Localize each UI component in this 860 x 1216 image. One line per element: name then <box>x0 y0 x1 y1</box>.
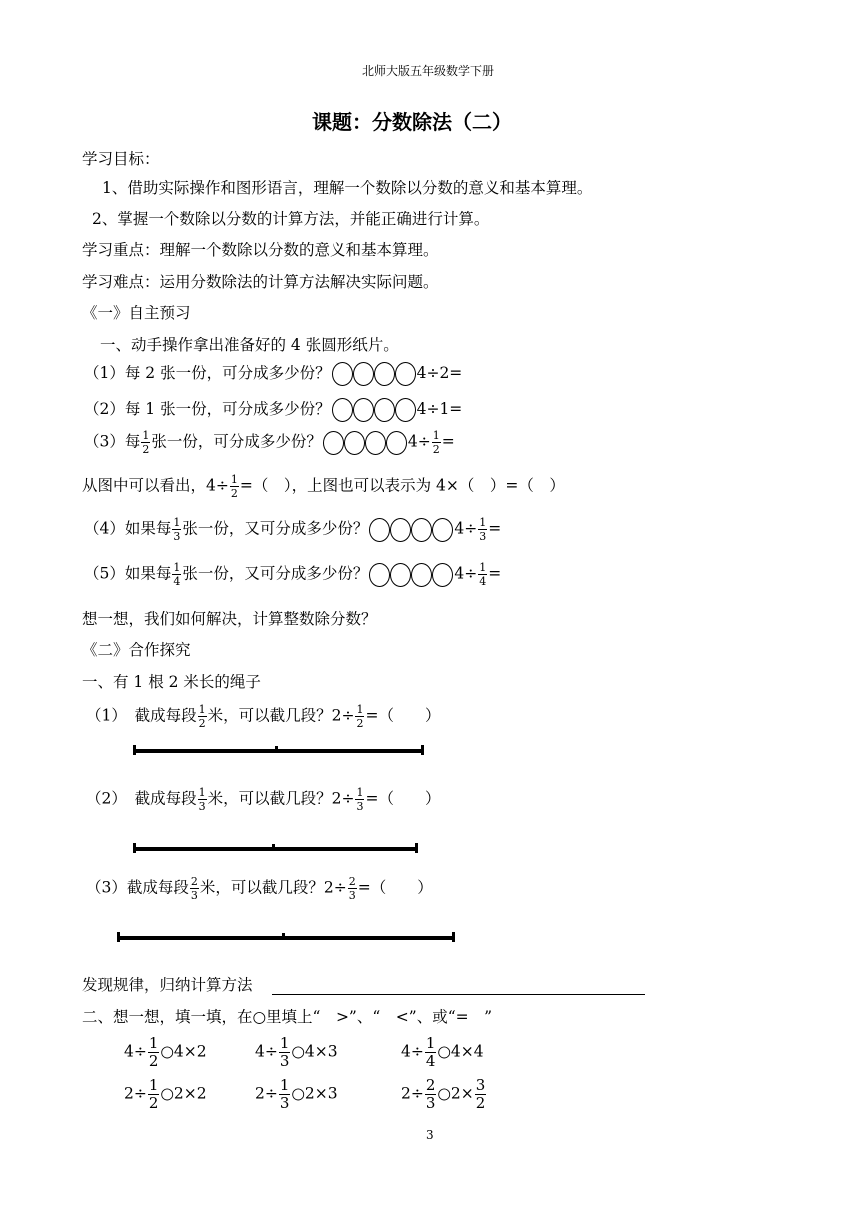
circle-group <box>369 563 453 587</box>
question-text: （2） 截成每段 <box>86 789 197 808</box>
equals: = <box>488 564 502 583</box>
compare-text: ○4×3 <box>291 1042 338 1061</box>
expression: 4÷ <box>407 432 431 451</box>
fraction: $\frac{1}{2}$ <box>148 1076 159 1112</box>
question-4 <box>84 517 501 542</box>
circle-group <box>332 362 416 386</box>
question-1 <box>84 362 462 386</box>
rope-question-1 <box>86 704 440 729</box>
compare-text: 4÷ <box>255 1042 278 1061</box>
section-2-heading: 《二》合作探究 <box>82 641 191 659</box>
goals-label: 学习目标： <box>82 150 160 168</box>
compare-item <box>255 1036 338 1069</box>
compare-text: 2÷ <box>124 1084 147 1103</box>
question-text: 米，可以截几段？2÷ <box>199 878 347 897</box>
question-text: （3）每 <box>84 432 141 451</box>
rope-question-2 <box>86 787 440 812</box>
section-1-intro: 一、动手操作拿出准备好的 4 张圆形纸片。 <box>100 336 399 354</box>
compare-item <box>124 1036 207 1069</box>
rope-line <box>134 749 423 753</box>
compare-text: ○2× <box>437 1084 474 1103</box>
circle-icon <box>432 518 453 542</box>
circle-icon <box>432 563 453 587</box>
compare-text: 4÷ <box>124 1042 147 1061</box>
fraction: $\frac{2}{3}$ <box>425 1076 436 1112</box>
circle-icon <box>353 362 374 386</box>
fraction: $\frac{1}{3}$ <box>198 786 206 813</box>
question-text: 张一份，又可分成多少份？ <box>182 519 369 538</box>
rope-tick <box>415 843 418 853</box>
circle-icon <box>369 518 390 542</box>
question-text: （1） 截成每段 <box>86 706 197 725</box>
question-text: 张一份，又可分成多少份？ <box>182 564 369 583</box>
circle-group <box>323 431 407 455</box>
rope-tick <box>117 932 120 942</box>
goal-1: 1、借助实际操作和图形语言，理解一个数除以分数的意义和基本算理。 <box>102 179 593 197</box>
fraction: $\frac{2}{3}$ <box>348 875 356 902</box>
circle-icon <box>323 431 344 455</box>
circle-icon <box>374 398 395 422</box>
circle-icon <box>390 563 411 587</box>
question-text: 米，可以截几段？2÷ <box>207 789 355 808</box>
question-text: （2）每 1 张一份，可分成多少份？ <box>84 400 331 418</box>
expression: 4÷ <box>454 564 478 583</box>
section-2-intro: 一、有 1 根 2 米长的绳子 <box>82 673 261 691</box>
rope-tick <box>452 932 455 942</box>
compare-item <box>255 1078 338 1111</box>
question-text: 张一份，可分成多少份？ <box>151 432 322 451</box>
compare-text: ○2×3 <box>291 1084 338 1103</box>
rope-tick <box>272 844 275 851</box>
circle-icon <box>395 362 416 386</box>
question-text: （1）每 2 张一份，可分成多少份？ <box>84 364 331 382</box>
fraction: $\frac{1}{4}$ <box>479 561 487 588</box>
fraction: $\frac{1}{3}$ <box>356 786 364 813</box>
answer-blank: =（ ） <box>357 878 433 897</box>
compare-item <box>124 1078 207 1111</box>
question-text: （4）如果每 <box>84 519 172 538</box>
rope-tick <box>133 843 136 853</box>
question-2 <box>84 398 462 422</box>
compare-text: ○4×4 <box>437 1042 484 1061</box>
circle-icon <box>365 431 386 455</box>
compare-text: ○4×2 <box>160 1042 207 1061</box>
compare-item <box>401 1078 487 1111</box>
question-text: 米，可以截几段？2÷ <box>207 706 355 725</box>
compare-text: ○2×2 <box>160 1084 207 1103</box>
difficulty: 学习难点：运用分数除法的计算方法解决实际问题。 <box>82 273 439 291</box>
answer-blank: =（ ） <box>365 789 441 808</box>
circle-group <box>369 518 453 542</box>
circle-icon <box>344 431 365 455</box>
circle-icon <box>390 518 411 542</box>
key-point: 学习重点：理解一个数除以分数的意义和基本算理。 <box>82 241 439 259</box>
circle-icon <box>395 398 416 422</box>
fraction: $\frac{1}{2}$ <box>230 473 238 500</box>
observation-text: 从图中可以看出，4÷ <box>82 476 229 495</box>
answer-blank: =（ ） <box>365 706 441 725</box>
fraction: $\frac{2}{3}$ <box>190 875 198 902</box>
expression: 4÷1= <box>416 400 463 418</box>
rope-question-3 <box>86 876 433 901</box>
rope-tick <box>275 746 278 753</box>
circle-icon <box>411 518 432 542</box>
equals: = <box>441 432 455 451</box>
fraction: $\frac{1}{2}$ <box>356 703 364 730</box>
compare-text: 2÷ <box>255 1084 278 1103</box>
fraction: $\frac{1}{3}$ <box>279 1076 290 1112</box>
fraction: $\frac{1}{3}$ <box>279 1034 290 1070</box>
circle-icon <box>411 563 432 587</box>
fraction: $\frac{1}{4}$ <box>425 1034 436 1070</box>
page-header: 北师大版五年级数学下册 <box>362 64 495 78</box>
compare-item <box>401 1036 484 1069</box>
circle-icon <box>369 563 390 587</box>
equals: = <box>488 519 502 538</box>
fraction: $\frac{1}{2}$ <box>148 1034 159 1070</box>
rope-line <box>134 847 417 851</box>
summary-answer-line <box>272 994 645 995</box>
think-prompt: 想一想，我们如何解决，计算整数除分数？ <box>82 610 377 628</box>
compare-intro: 二、想一想，填一填，在○里填上“ >”、“ <”、或“= ” <box>82 1008 493 1026</box>
observation-text: =（ ），上图也可以表示为 4×（ ）=（ ） <box>239 476 565 495</box>
rope-tick <box>282 933 285 940</box>
circle-icon <box>374 362 395 386</box>
fraction: $\frac{1}{3}$ <box>173 516 181 543</box>
fraction: $\frac{3}{2}$ <box>475 1076 486 1112</box>
compare-text: 4÷ <box>401 1042 424 1061</box>
fraction: $\frac{1}{2}$ <box>198 703 206 730</box>
fraction: $\frac{1}{4}$ <box>173 561 181 588</box>
page-number: 3 <box>426 1128 434 1142</box>
rope-tick <box>421 745 424 755</box>
circle-icon <box>332 362 353 386</box>
question-text: （3）截成每段 <box>86 878 189 897</box>
expression: 4÷2= <box>416 364 463 382</box>
circle-icon <box>332 398 353 422</box>
goal-2: 2、掌握一个数除以分数的计算方法，并能正确进行计算。 <box>92 210 490 228</box>
section-1-heading: 《一》自主预习 <box>82 304 191 322</box>
circle-icon <box>386 431 407 455</box>
question-5 <box>84 562 501 587</box>
circle-group <box>332 398 416 422</box>
fraction: $\frac{1}{2}$ <box>142 429 150 456</box>
summary-prompt: 发现规律，归纳计算方法 <box>82 976 253 994</box>
question-3 <box>84 430 455 455</box>
question-text: （5）如果每 <box>84 564 172 583</box>
observation <box>82 474 565 499</box>
circle-icon <box>353 398 374 422</box>
expression: 4÷ <box>454 519 478 538</box>
fraction: $\frac{1}{2}$ <box>432 429 440 456</box>
compare-text: 2÷ <box>401 1084 424 1103</box>
fraction: $\frac{1}{3}$ <box>479 516 487 543</box>
page-title: 课题：分数除法（二） <box>312 110 512 134</box>
rope-tick <box>133 745 136 755</box>
rope-line <box>118 936 454 940</box>
